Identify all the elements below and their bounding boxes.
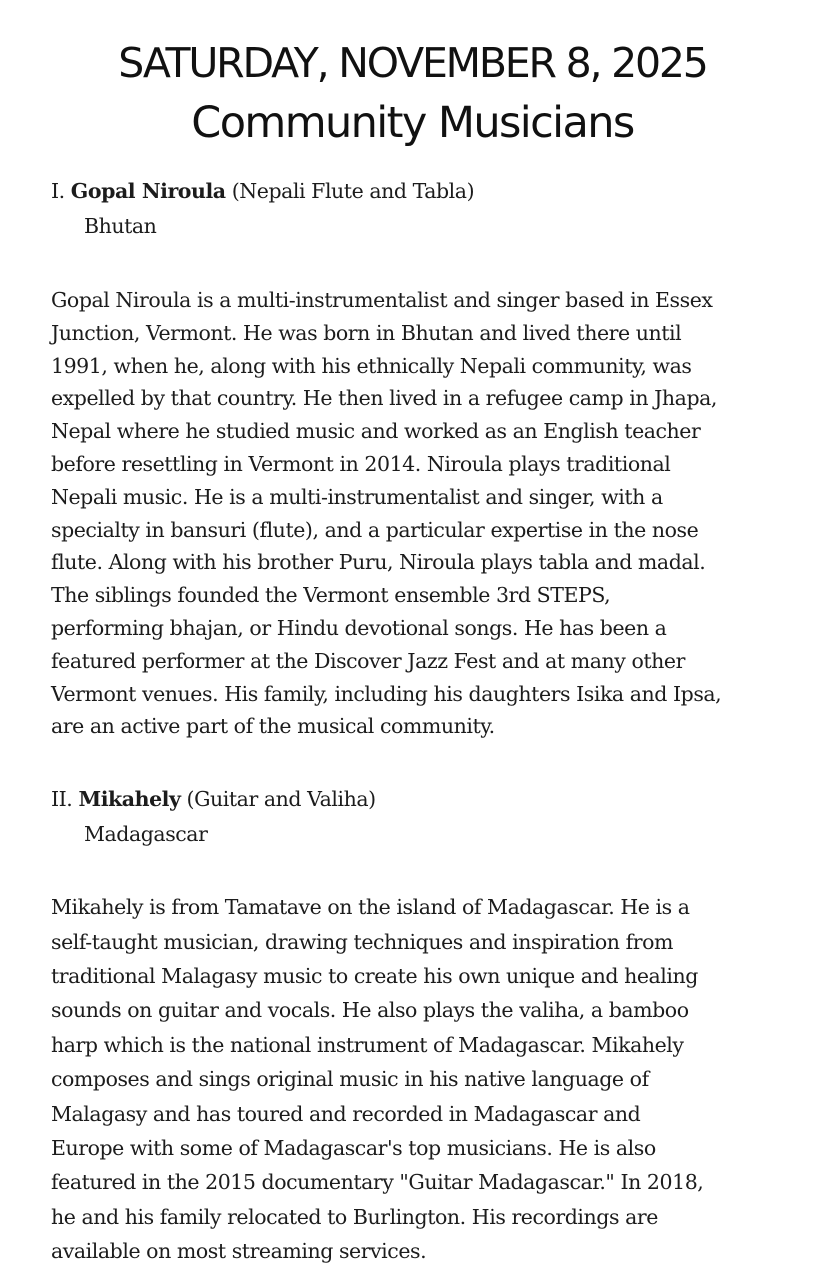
bio-line: performing bhajan, or Hindu devotional songs. He has been a xyxy=(51,615,667,640)
bio-line: Nepali music. He is a multi-instrumentalist and singer, with a xyxy=(51,484,663,509)
performer-instruments: (Guitar and Valiha) xyxy=(186,787,376,812)
bio-line: 1991, when he, along with his ethnically Nepali community, was xyxy=(51,353,692,378)
bio-line: he and his family relocated to Burlington. His recordings are xyxy=(51,1204,658,1229)
bio-line: Junction, Vermont. He was born in Bhutan and lived there until xyxy=(51,320,682,345)
performer-numeral: II. xyxy=(51,787,73,812)
performer-name: Mikahely xyxy=(78,787,181,812)
performer-section xyxy=(51,781,796,1268)
performer-name: Gopal Niroula xyxy=(70,179,226,203)
bio-line: featured in the 2015 documentary "Guitar Madagascar." In 2018, xyxy=(51,1170,704,1195)
bio-line: composes and sings original music in his native language of xyxy=(51,1067,649,1092)
bio-line: Europe with some of Madagascar's top musicians. He is also xyxy=(51,1136,656,1160)
performer-section xyxy=(51,173,796,743)
bio-line: Gopal Niroula is a multi-instrumentalist and singer based in Essex xyxy=(51,288,713,312)
bio-line: are an active part of the musical community. xyxy=(51,714,495,739)
performer-heading xyxy=(51,781,796,817)
bio-line: specialty in bansuri (flute), and a particular expertise in the nose xyxy=(51,517,699,542)
bio-line: available on most streaming services. xyxy=(51,1239,427,1264)
bio-line: self-taught musician, drawing techniques and inspiration from xyxy=(51,929,673,954)
performer-numeral: I. xyxy=(51,179,65,203)
performer-heading xyxy=(51,173,796,209)
performer-bio xyxy=(51,890,796,1268)
bio-line: Malagasy and has toured and recorded in Madagascar and xyxy=(51,1101,641,1126)
bio-line: featured performer at the Discover Jazz Fest and at many other xyxy=(51,648,685,673)
bio-line: Mikahely is from Tamatave on the island of Madagascar. He is a xyxy=(51,895,690,920)
performer-bio xyxy=(51,284,796,743)
bio-line: flute. Along with his brother Puru, Niroula plays tabla and madal. xyxy=(51,550,706,575)
bio-line: The siblings founded the Vermont ensemble 3rd STEPS, xyxy=(51,583,611,608)
performer-country: Bhutan xyxy=(84,214,157,238)
bio-line: expelled by that country. He then lived in a refugee camp in Jhapa, xyxy=(51,386,717,411)
performer-country: Madagascar xyxy=(84,822,208,847)
event-date: SATURDAY, NOVEMBER 8, 2025 xyxy=(118,39,707,87)
bio-line: sounds on guitar and vocals. He also plays the valiha, a bamboo xyxy=(51,998,689,1023)
page-header xyxy=(0,0,825,154)
bio-line: Vermont venues. His family, including his daughters Isika and Ipsa, xyxy=(51,681,722,706)
performer-list xyxy=(51,173,796,1269)
bio-line: traditional Malagasy music to create his own unique and healing xyxy=(51,963,698,988)
bio-line: Nepal where he studied music and worked as an English teacher xyxy=(51,419,701,444)
performer-instruments: (Nepali Flute and Tabla) xyxy=(231,179,475,203)
bio-line: before resettling in Vermont in 2014. Niroula plays traditional xyxy=(51,451,671,476)
event-title: Community Musicians xyxy=(191,98,634,148)
bio-line: harp which is the national instrument of Madagascar. Mikahely xyxy=(51,1032,684,1057)
